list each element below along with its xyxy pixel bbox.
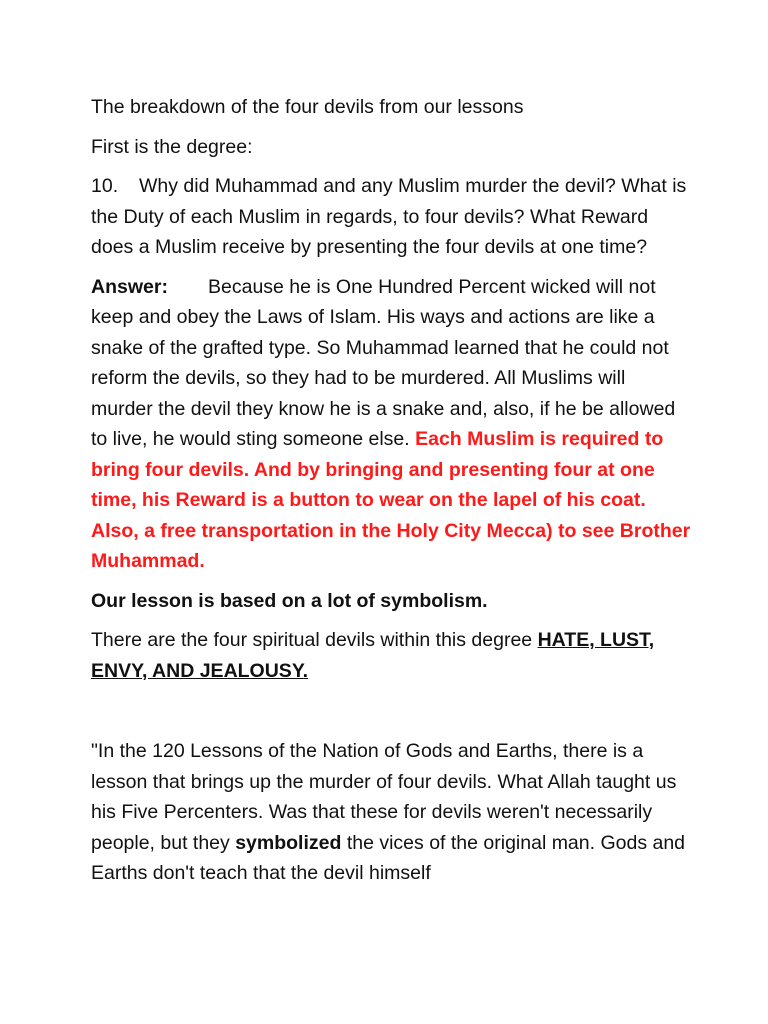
quote-text-after: the vices of the original man. Gods and Earths don't teach that the devil himself bbox=[91, 831, 686, 884]
question-text: Why did Muhammad and any Muslim murder the devil? What is the Duty of each Muslim in regards, to four devils? What Reward does a Muslim receive by presenting the four devils at one time? bbox=[91, 175, 687, 258]
document-subheading: First is the degree: bbox=[91, 135, 253, 158]
quote-text-before: "In the 120 Lessons of the Nation of Gods and Earths, there is a lesson that brings up the murder of four devils. What Allah taught us his Five Percenters. Was that these for devils weren't necessarily people, but they bbox=[91, 740, 677, 854]
spiritual-devils-intro: There are the four spiritual devils within this degree bbox=[91, 629, 538, 651]
spiritual-devils-list: HATE, LUST, ENVY, AND JEALOUSY. bbox=[91, 629, 655, 682]
question-number: 10. bbox=[91, 175, 119, 197]
answer-paragraph bbox=[91, 272, 691, 577]
answer-text: Because he is One Hundred Percent wicked will not keep and obey the Laws of Islam. His ways and actions are like a snake of the grafted type. So Muhammad learned that he could not reform the devils, so they had to be murdered. All Muslims will murder the devil they know he is a snake and, also, if he be allowed to live, he would sting someone else. bbox=[91, 275, 676, 450]
quote-emphasis: symbolized bbox=[235, 831, 342, 854]
question-paragraph bbox=[91, 171, 691, 263]
document-page bbox=[91, 92, 691, 898]
quote-paragraph bbox=[91, 736, 691, 889]
document-heading: The breakdown of the four devils from our lessons bbox=[91, 96, 524, 118]
spiritual-devils-paragraph bbox=[91, 625, 691, 686]
symbolism-note: Our lesson is based on a lot of symbolism. bbox=[91, 589, 488, 612]
paragraph-spacer bbox=[91, 695, 691, 736]
answer-label: Answer: bbox=[91, 275, 168, 298]
answer-highlight: Each Muslim is required to bring four devils. And by bringing and presenting four at one time, his Reward is a button to wear on the lapel of his coat. Also, a free transportation in the Holy City Mecca) to see Brother Muhammad. bbox=[91, 428, 691, 572]
